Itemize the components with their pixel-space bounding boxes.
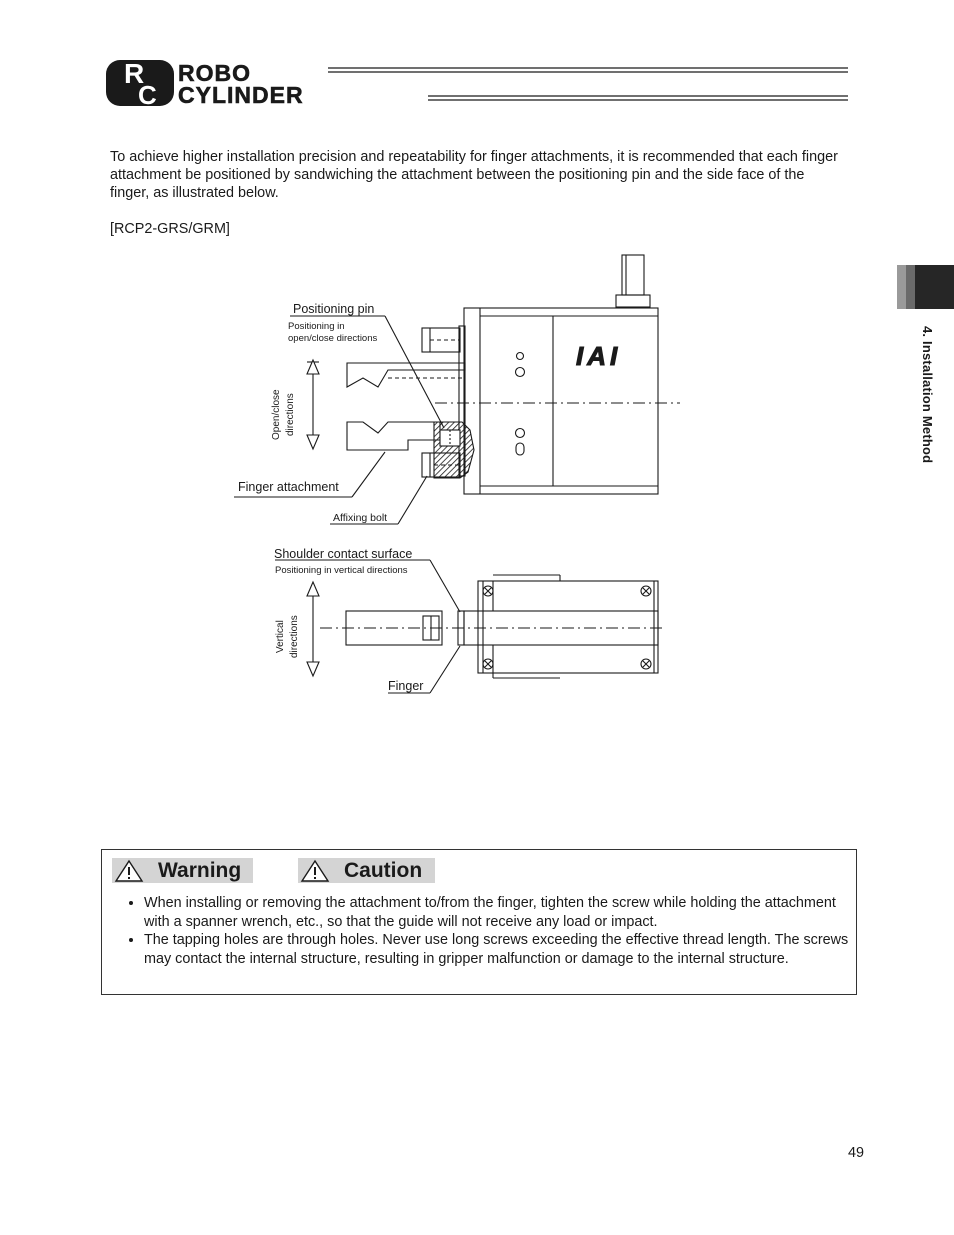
logo-text-cylinder: CYLINDER [178, 82, 304, 108]
caution-triangle-icon [300, 859, 330, 883]
logo-initial-r: R [124, 58, 145, 89]
page-number: 49 [848, 1145, 865, 1161]
label-finger: Finger [388, 679, 424, 693]
label-shoulder-note: Positioning in vertical directions [275, 565, 408, 576]
label-finger-attachment: Finger attachment [238, 480, 339, 494]
chapter-tab [897, 265, 954, 309]
label-pin-note-1: Positioning in [288, 321, 345, 332]
warning-label: Warning [158, 858, 242, 882]
caution-label: Caution [344, 858, 423, 882]
warning-banner [112, 858, 253, 883]
label-affixing-bolt: Affixing bolt [333, 512, 388, 524]
caution-banner [298, 858, 435, 883]
label-openclose-1: Open/close [271, 389, 282, 440]
intro-paragraph: To achieve higher installation precision and repeatability for finger attachments, it is recommended that each finger attachment be positioned by sandwiching the attachment between the positioning pin and the side face of the finger, as illustrated below. [110, 149, 838, 201]
label-pin-note-2: open/close directions [288, 333, 378, 344]
label-openclose-2: directions [285, 393, 296, 436]
warning-caution-box [101, 849, 857, 995]
model-label: [RCP2-GRS/GRM] [110, 221, 230, 237]
label-vertical-1: Vertical [275, 620, 286, 653]
warning-triangle-icon [114, 859, 144, 883]
notice-item: • When installing or removing the attachment to/from the finger, tighten the screw while holding the attachment with a spanner wrench, etc., so that the guide will not receive any load or impact. [144, 894, 864, 931]
finger-attachment-diagram [230, 250, 690, 700]
chapter-label: 4. Installation Method [920, 326, 935, 464]
label-shoulder-surface: Shoulder contact surface [274, 547, 413, 561]
label-positioning-pin: Positioning pin [293, 302, 375, 316]
robo-cylinder-logo [106, 58, 848, 108]
iai-brand: IAI [576, 341, 622, 371]
label-vertical-2: directions [289, 615, 300, 658]
logo-initial-c: C [138, 80, 157, 108]
logo-text-robo: ROBO [178, 60, 251, 86]
notice-list [102, 894, 864, 968]
notice-item: • The tapping holes are through holes. Never use long screws exceeding the effective thread length. The screws may contact the internal structure, resulting in gripper malfunction or damage to the internal structure. [144, 931, 864, 968]
